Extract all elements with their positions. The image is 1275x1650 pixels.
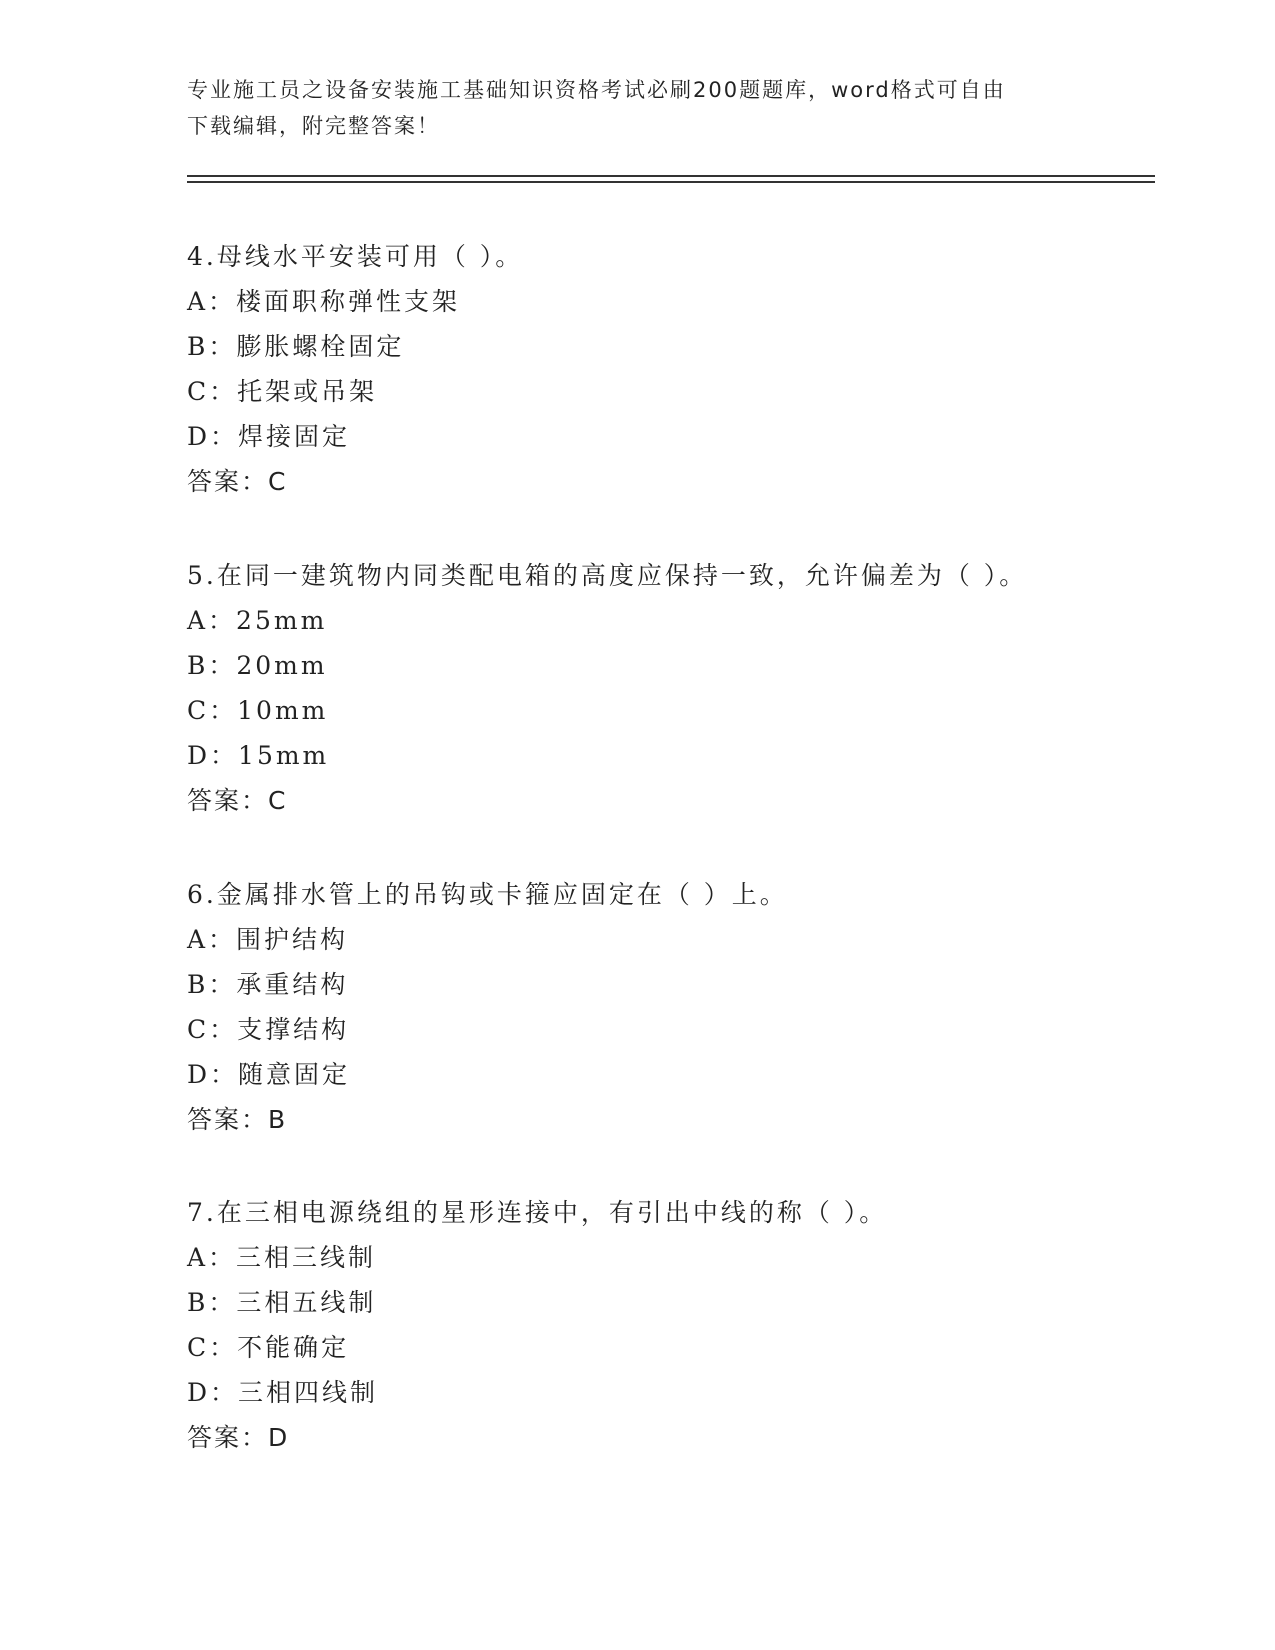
question-block [187,234,1147,504]
question-block [187,553,1147,823]
option-a: A：楼面职称弹性支架 [187,287,461,316]
header-divider-top [187,175,1155,177]
document-header [187,72,1067,144]
question-title: 7.在三相电源绕组的星形连接中，有引出中线的称（ ）。 [187,1198,888,1227]
answer-line: 答案：C [187,467,288,496]
option-a: A：围护结构 [187,925,349,954]
option-d: D：三相四线制 [187,1378,379,1407]
option-d: D：焊接固定 [187,422,351,451]
option-b: B：20mm [187,651,328,680]
header-divider-bottom [187,181,1155,183]
option-b: B：承重结构 [187,970,349,999]
question-title: 5.在同一建筑物内同类配电箱的高度应保持一致，允许偏差为（ ）。 [187,561,1028,590]
question-title: 6.金属排水管上的吊钩或卡箍应固定在（ ）上。 [187,880,788,909]
option-b: B：膨胀螺栓固定 [187,332,405,361]
option-c: C：10mm [187,696,329,725]
question-title: 4.母线水平安装可用（ ）。 [187,242,524,271]
option-a: A：25mm [187,606,328,635]
option-b: B：三相五线制 [187,1288,377,1317]
question-block [187,1190,1147,1460]
answer-line: 答案：C [187,786,288,815]
option-d: D：随意固定 [187,1060,351,1089]
answer-line: 答案：D [187,1423,290,1452]
option-a: A：三相三线制 [187,1243,377,1272]
header-line-2: 下载编辑，附完整答案！ [187,114,440,138]
header-line-1: 专业施工员之设备安装施工基础知识资格考试必刷200题题库，word格式可自由 [187,78,1006,102]
option-c: C：支撑结构 [187,1015,350,1044]
option-c: C：不能确定 [187,1333,350,1362]
answer-line: 答案：B [187,1105,288,1134]
question-block [187,872,1147,1142]
option-c: C：托架或吊架 [187,377,378,406]
option-d: D：15mm [187,741,330,770]
